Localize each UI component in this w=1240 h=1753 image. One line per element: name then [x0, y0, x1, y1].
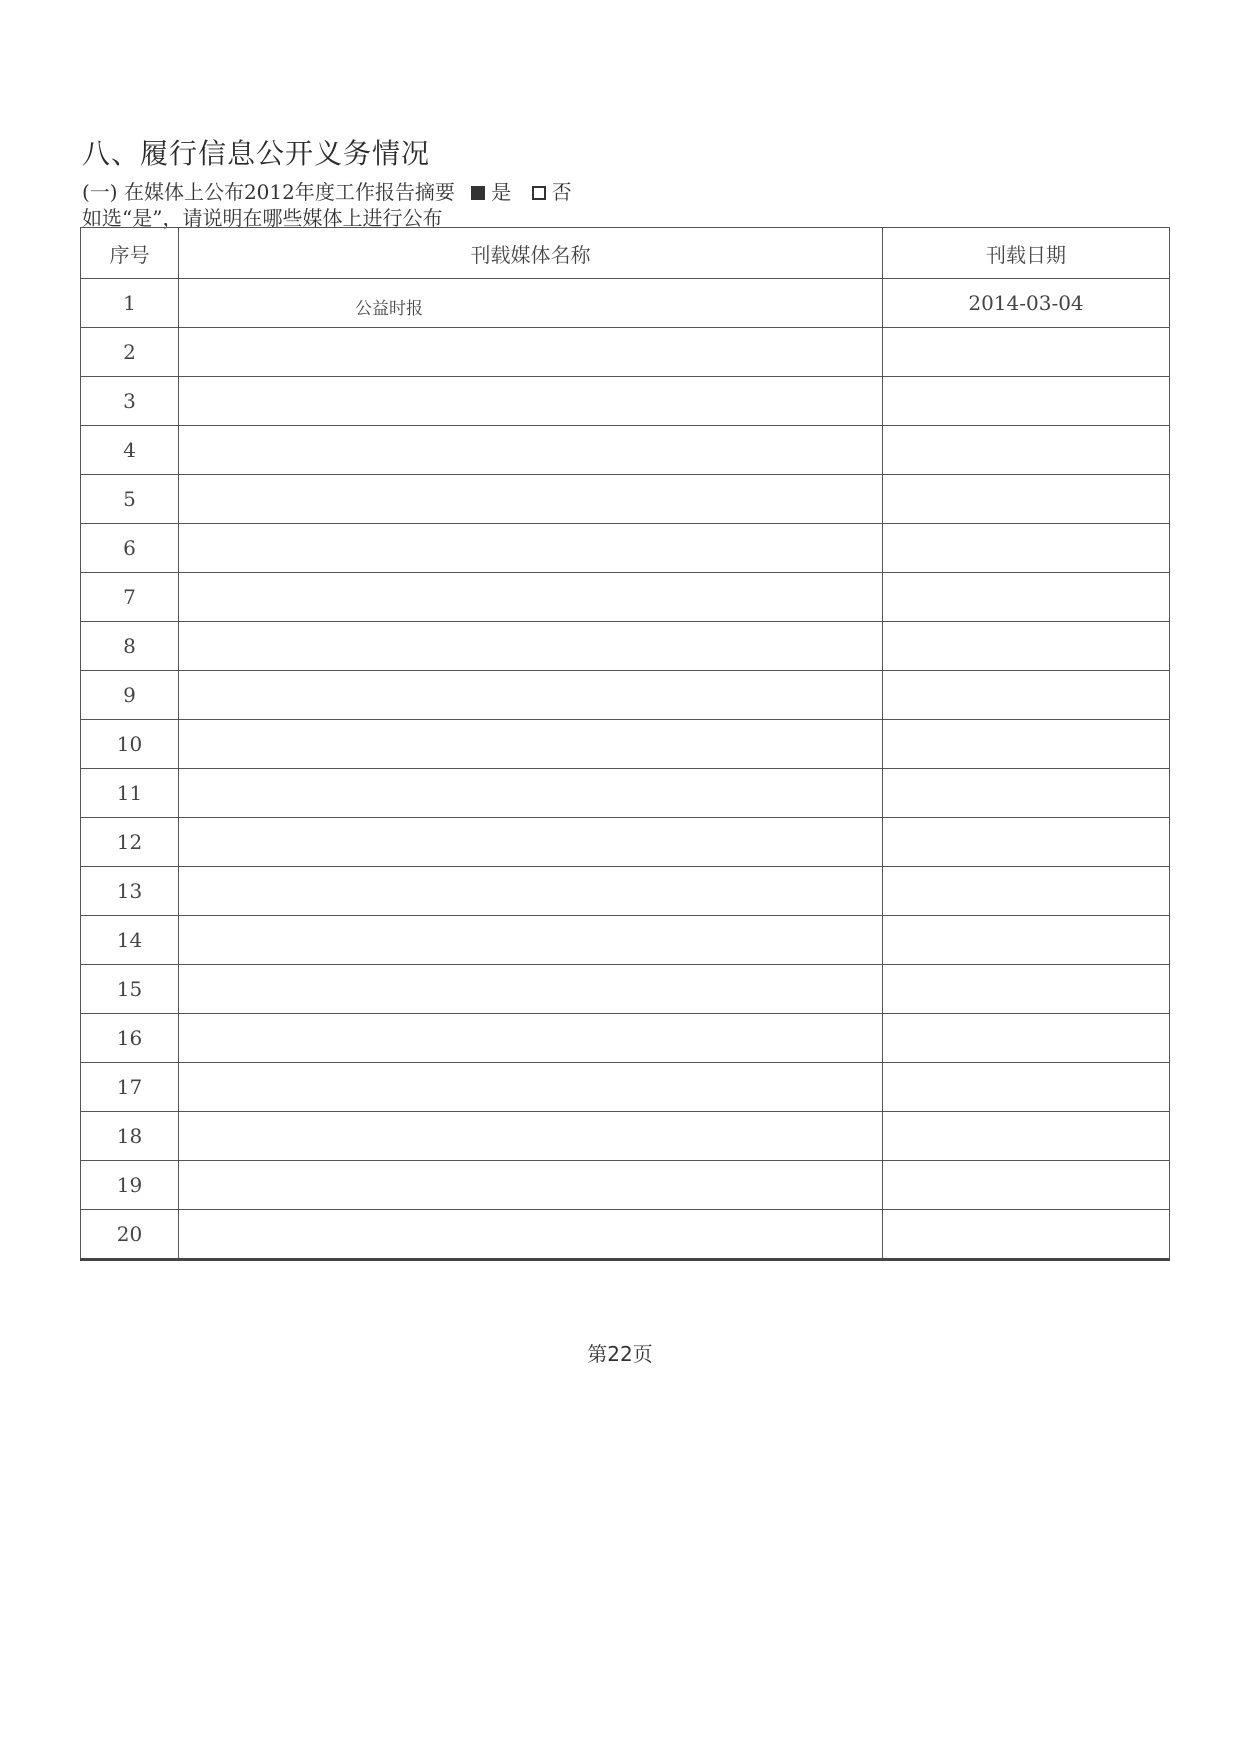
row-media-name [179, 741, 882, 747]
table-row [81, 328, 1170, 377]
row-date [883, 1014, 1170, 1063]
row-media-name [179, 1182, 882, 1188]
row-serial: 15 [81, 965, 179, 1014]
row-date [883, 475, 1170, 524]
row-media-name-cell [179, 1112, 883, 1161]
row-media-name-cell [179, 1161, 883, 1210]
row-serial: 13 [81, 867, 179, 916]
row-serial: 2 [81, 328, 179, 377]
table-row [81, 1112, 1170, 1161]
row-media-name-cell [179, 279, 883, 328]
table-row [81, 622, 1170, 671]
row-date: 2014-03-04 [883, 279, 1170, 328]
section-title: 八、履行信息公开义务情况 [82, 137, 431, 170]
row-date [883, 1161, 1170, 1210]
row-media-name [179, 1035, 882, 1041]
row-media-name [179, 888, 882, 894]
row-serial: 10 [81, 720, 179, 769]
row-media-name [179, 1084, 882, 1090]
row-media-name-cell [179, 965, 883, 1014]
row-media-name [179, 986, 882, 992]
table-row [81, 426, 1170, 475]
table-row [81, 1063, 1170, 1112]
row-date [883, 426, 1170, 475]
row-media-name [179, 398, 882, 404]
row-media-name: 公益时报 [355, 298, 423, 319]
row-serial: 4 [81, 426, 179, 475]
row-media-name [179, 1133, 882, 1139]
question-note: 如选“是”，请说明在哪些媒体上进行公布 [82, 206, 443, 230]
row-serial: 5 [81, 475, 179, 524]
table-row [81, 1161, 1170, 1210]
disclosure-question [82, 176, 572, 205]
row-media-name [179, 349, 882, 355]
table-row [81, 916, 1170, 965]
row-media-name [179, 447, 882, 453]
table-row [81, 475, 1170, 524]
row-date [883, 328, 1170, 377]
table-row [81, 1210, 1170, 1260]
table-row [81, 720, 1170, 769]
row-date [883, 1063, 1170, 1112]
no-checkbox[interactable] [532, 186, 546, 200]
row-media-name-cell [179, 769, 883, 818]
page-number: 第22页 [587, 1342, 653, 1366]
row-date [883, 769, 1170, 818]
row-date [883, 965, 1170, 1014]
table-row [81, 524, 1170, 573]
row-media-name [179, 790, 882, 796]
header-serial: 序号 [81, 228, 179, 279]
row-media-name-cell [179, 867, 883, 916]
row-media-name [179, 643, 882, 649]
row-date [883, 622, 1170, 671]
yes-label: 是 [491, 180, 512, 204]
table-row [81, 671, 1170, 720]
row-serial: 14 [81, 916, 179, 965]
row-media-name-cell [179, 475, 883, 524]
row-date [883, 867, 1170, 916]
row-media-name-cell [179, 916, 883, 965]
row-media-name-cell [179, 573, 883, 622]
row-media-name-cell [179, 1210, 883, 1260]
row-date [883, 720, 1170, 769]
row-media-name-cell [179, 720, 883, 769]
row-serial: 19 [81, 1161, 179, 1210]
row-media-name-cell [179, 377, 883, 426]
row-media-name-cell [179, 1014, 883, 1063]
row-media-name-cell [179, 671, 883, 720]
row-serial: 12 [81, 818, 179, 867]
table-row [81, 377, 1170, 426]
table-row [81, 573, 1170, 622]
row-media-name-cell [179, 1063, 883, 1112]
row-date [883, 377, 1170, 426]
row-serial: 1 [81, 279, 179, 328]
row-date [883, 524, 1170, 573]
table-row [81, 279, 1170, 328]
row-serial: 20 [81, 1210, 179, 1260]
row-date [883, 1210, 1170, 1260]
header-date: 刊载日期 [883, 228, 1170, 279]
row-media-name [179, 594, 882, 600]
table-row [81, 965, 1170, 1014]
row-serial: 17 [81, 1063, 179, 1112]
media-table [80, 227, 1170, 1261]
table-header-row [81, 228, 1170, 279]
row-date [883, 573, 1170, 622]
table-row [81, 1014, 1170, 1063]
no-label: 否 [551, 180, 572, 204]
row-date [883, 671, 1170, 720]
row-media-name [179, 496, 882, 502]
row-media-name [179, 545, 882, 551]
yes-checkbox-checked[interactable] [471, 186, 485, 200]
row-date [883, 1112, 1170, 1161]
table-row [81, 867, 1170, 916]
row-media-name-cell [179, 524, 883, 573]
row-serial: 16 [81, 1014, 179, 1063]
row-media-name-cell [179, 426, 883, 475]
row-serial: 9 [81, 671, 179, 720]
row-media-name [179, 839, 882, 845]
row-serial: 18 [81, 1112, 179, 1161]
question-text: (一) 在媒体上公布2012年度工作报告摘要 [82, 180, 455, 204]
table-row [81, 818, 1170, 867]
row-serial: 6 [81, 524, 179, 573]
row-media-name [179, 1231, 882, 1237]
row-serial: 11 [81, 769, 179, 818]
row-media-name [179, 692, 882, 698]
row-serial: 3 [81, 377, 179, 426]
row-media-name-cell [179, 328, 883, 377]
row-media-name-cell [179, 818, 883, 867]
row-serial: 7 [81, 573, 179, 622]
row-media-name-cell [179, 622, 883, 671]
header-media-name: 刊载媒体名称 [179, 228, 883, 279]
row-serial: 8 [81, 622, 179, 671]
row-date [883, 818, 1170, 867]
table-row [81, 769, 1170, 818]
row-media-name [179, 937, 882, 943]
row-date [883, 916, 1170, 965]
